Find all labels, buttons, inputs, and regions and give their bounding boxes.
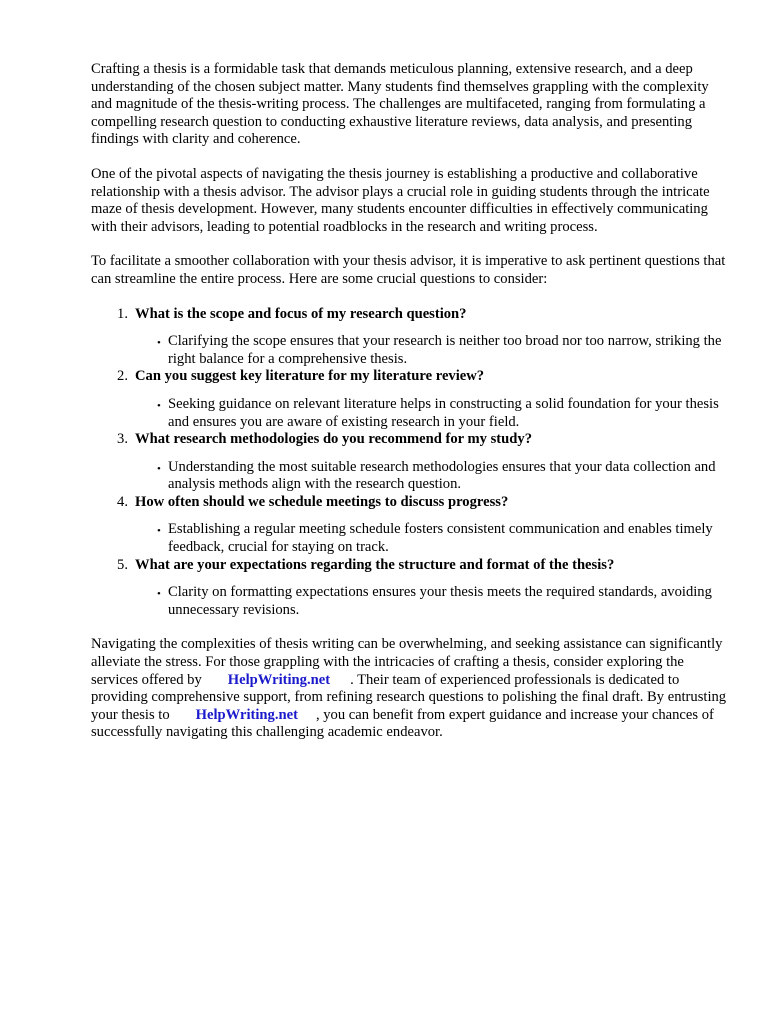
document-page — [91, 61, 731, 759]
intro-paragraph-3: To facilitate a smoother collaboration with your thesis advisor, it is imperative to ask pertinent questions that can streamline the entire process. Here are some crucial questions to consider: — [91, 253, 726, 287]
questions-list — [91, 306, 731, 620]
question-detail: Clarifying the scope ensures that your research is neither too broad nor too narrow, striking the right balance for a comprehensive thesis. — [168, 333, 722, 367]
intro-paragraph-1: Crafting a thesis is a formidable task that demands meticulous planning, extensive research, and a deep understanding of the chosen subject matter. Many students find themselves grappling with the complexity and magnitude of the thesis-writing process. The challenges are multifaceted, ranging from formulating a compelling research question to conducting exhaustive literature reviews, data analysis, and presenting findings with clarity and coherence. — [91, 61, 709, 148]
question-text: Can you suggest key literature for my literature review? — [135, 368, 485, 385]
question-text: What is the scope and focus of my research question? — [135, 305, 467, 322]
question-text: What research methodologies do you recommend for my study? — [135, 431, 532, 448]
closing-text-2: . Their team of experienced professionals is dedicated to providing comprehensive support, from refining research questions to polishing the final draft. By entrusting your thesis to — [91, 671, 727, 723]
question-number: 3. — [117, 431, 128, 448]
question-item-1 — [91, 306, 731, 369]
bullet-icon: • — [157, 337, 161, 350]
question-item-4 — [91, 494, 731, 557]
question-item-2 — [91, 368, 731, 431]
helpwriting-link[interactable]: HelpWriting.net — [227, 671, 331, 688]
question-detail: Establishing a regular meeting schedule fosters consistent communication and enables timely feedback, crucial for staying on track. — [168, 521, 713, 556]
intro-paragraph-2: One of the pivotal aspects of navigating the thesis journey is establishing a productive and collaborative relationship with a thesis advisor. The advisor plays a crucial role in guiding students through the intricate maze of thesis development. However, many students encounter difficulties in effectively communicating with their advisors, leading to potential roadblocks in the research and writing process. — [91, 165, 710, 235]
question-number: 2. — [117, 368, 128, 385]
bullet-icon: • — [157, 525, 161, 538]
question-detail: Clarity on formatting expectations ensures your thesis meets the required standards, avoiding unnecessary revisions. — [168, 584, 712, 618]
question-item-5 — [91, 557, 731, 620]
question-detail: Seeking guidance on relevant literature helps in constructing a solid foundation for your thesis and ensures you are aware of existing research in your field. — [168, 395, 719, 430]
closing-text-3: , you can benefit from expert guidance and increase your chances of successfully navigating this challenging academic endeavor. — [91, 706, 714, 741]
closing-text-1: Navigating the complexities of thesis writing can be overwhelming, and seeking assistance can significantly alleviate the stress. For those grappling with the intricacies of crafting a thesis, consider exploring the services offered by — [91, 636, 723, 688]
question-text: What are your expectations regarding the structure and format of the thesis? — [135, 556, 615, 573]
question-text: How often should we schedule meetings to discuss progress? — [135, 493, 509, 510]
question-number: 5. — [117, 556, 128, 573]
closing-paragraph — [91, 636, 731, 742]
helpwriting-link[interactable]: HelpWriting.net — [195, 706, 298, 723]
question-detail: Understanding the most suitable research methodologies ensures that your data collection and analysis methods align with the research question. — [168, 458, 716, 493]
bullet-icon: • — [157, 399, 161, 412]
question-number: 1. — [117, 305, 128, 322]
bullet-icon: • — [157, 462, 161, 475]
bullet-icon: • — [157, 588, 161, 601]
question-item-3 — [91, 431, 731, 494]
question-number: 4. — [117, 493, 128, 510]
